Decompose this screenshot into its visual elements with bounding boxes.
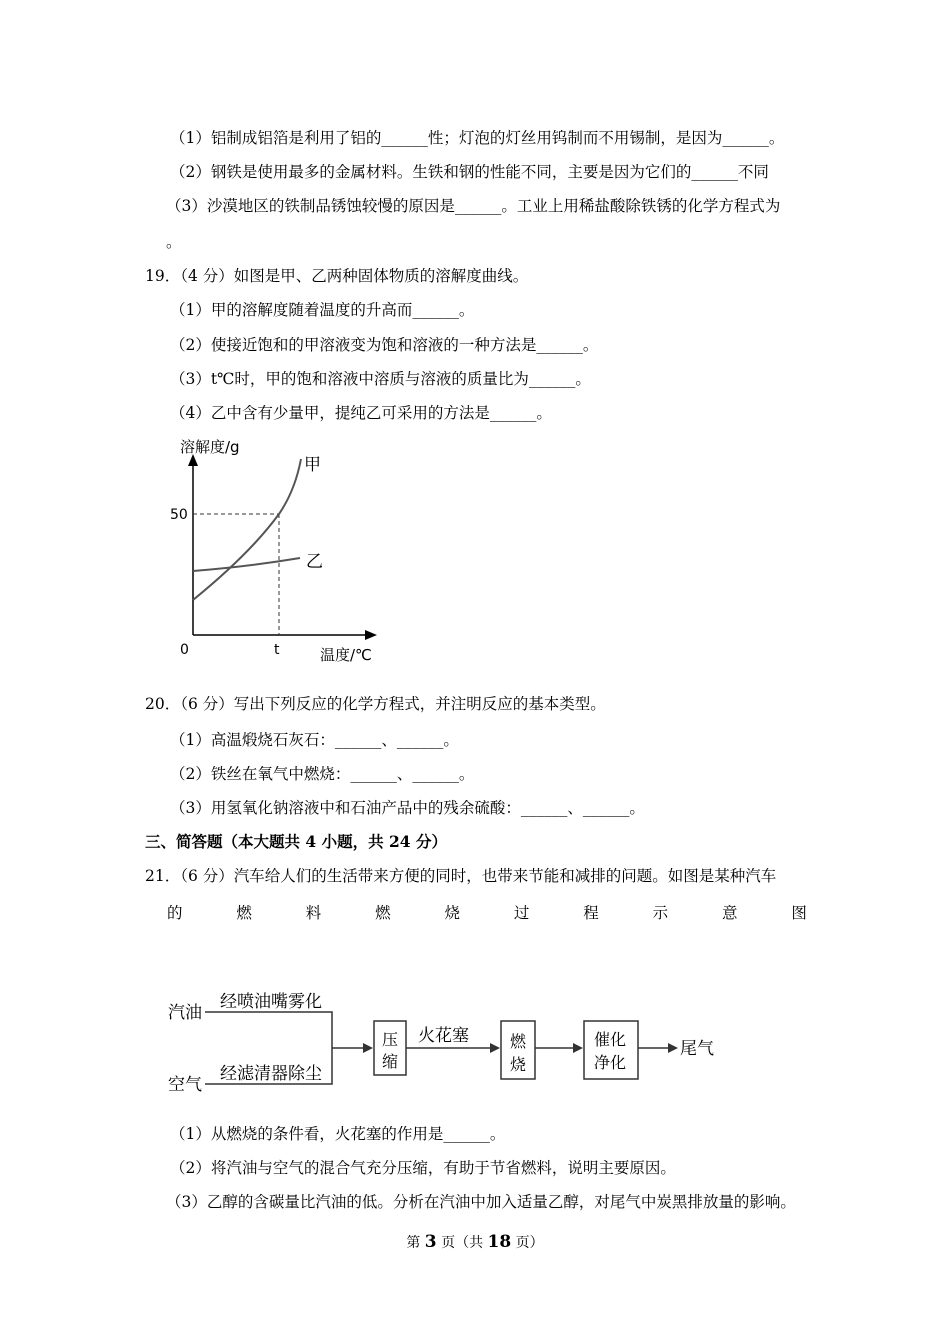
q18-part2: （2）钢铁是使用最多的金属材料。生铁和钢的性能不同，主要是因为它们的______不同 xyxy=(170,163,769,181)
q19-part4: （4）乙中含有少量甲，提纯乙可采用的方法是______。 xyxy=(170,404,552,422)
q19-part2: （2）使接近饱和的甲溶液变为饱和溶液的一种方法是______。 xyxy=(170,336,599,354)
q18-part3-end: 。 xyxy=(166,233,182,251)
x-axis-arrow xyxy=(365,630,377,640)
q18-part3: （3）沙漠地区的铁制品锈蚀较慢的原因是______。工业上用稀盐酸除铁锈的化学方程式为 xyxy=(166,197,781,215)
q21-part1: （1）从燃烧的条件看，火花塞的作用是______。 xyxy=(170,1125,506,1143)
gasoline-line xyxy=(205,1012,332,1048)
burn-label: 烧 xyxy=(510,1055,527,1074)
y-axis-label: 溶解度/g xyxy=(180,438,240,456)
q20-part1: （1）高温煅烧石灰石：______、______。 xyxy=(170,731,459,749)
q21-char: 程 xyxy=(583,904,599,922)
origin-label: 0 xyxy=(180,642,189,658)
filter-label: 经滤清器除尘 xyxy=(220,1064,322,1084)
burn-label: 燃 xyxy=(510,1032,527,1051)
q19-part1: （1）甲的溶解度随着温度的升高而______。 xyxy=(170,301,475,319)
q21-char: 过 xyxy=(513,904,530,922)
q18-part1: （1）铝制成铝箔是利用了铝的______性；灯泡的灯丝用钨制而不用锡制，是因为______。 xyxy=(170,129,785,147)
compress-label: 压 xyxy=(382,1030,399,1049)
arrow-head xyxy=(490,1043,500,1053)
q21-stem-continued xyxy=(167,903,807,923)
atomize-label: 经喷油嘴雾化 xyxy=(220,992,322,1012)
q21-char: 燃 xyxy=(236,904,252,922)
series-yi-label: 乙 xyxy=(306,552,323,572)
purify-label: 净化 xyxy=(594,1053,627,1072)
footer-middle: 页（共 xyxy=(436,1235,488,1251)
gasoline-label: 汽油 xyxy=(168,1003,202,1023)
combustion-flow-diagram xyxy=(160,985,760,1105)
exhaust-label: 尾气 xyxy=(680,1039,714,1059)
q21-char: 图 xyxy=(791,904,807,922)
solubility-chart xyxy=(160,430,400,670)
section-title: 三、简答题（本大题共 4 小题，共 24 分） xyxy=(145,832,447,851)
arrow-head xyxy=(573,1043,583,1053)
q21-char: 烧 xyxy=(444,904,461,922)
x-axis-label: 温度/℃ xyxy=(320,646,372,664)
q21-char: 料 xyxy=(305,904,322,922)
page-number: 3 xyxy=(424,1232,437,1252)
air-label: 空气 xyxy=(168,1075,202,1095)
series-jia-curve xyxy=(193,459,301,600)
q19-stem: 19．（4 分）如图是甲、乙两种固体物质的溶解度曲线。 xyxy=(145,267,529,285)
page-footer xyxy=(0,1232,950,1253)
series-yi-curve xyxy=(193,558,300,571)
q20-stem: 20．（6 分）写出下列反应的化学方程式，并注明反应的基本类型。 xyxy=(145,695,606,713)
footer-prefix: 第 xyxy=(406,1235,425,1251)
q20-part2: （2）铁丝在氧气中燃烧：______、______。 xyxy=(170,765,475,783)
q21-char: 意 xyxy=(722,904,738,922)
y-tick-50: 50 xyxy=(170,507,188,523)
q21-part2: （2）将汽油与空气的混合气充分压缩，有助于节省燃料，说明主要原因。 xyxy=(170,1159,676,1177)
arrow-head xyxy=(363,1043,373,1053)
q20-part3: （3）用氢氧化钠溶液中和石油产品中的残余硫酸：______、______。 xyxy=(170,799,645,817)
footer-suffix: 页） xyxy=(511,1235,544,1251)
purify-label: 催化 xyxy=(594,1030,627,1049)
series-jia-label: 甲 xyxy=(304,455,321,475)
spark-plug-label: 火花塞 xyxy=(418,1026,469,1046)
arrow-head xyxy=(668,1043,678,1053)
q21-char: 示 xyxy=(652,904,669,922)
q21-stem: 21．（6 分）汽车给人们的生活带来方便的同时，也带来节能和减排的问题。如图是某种汽车 xyxy=(145,867,777,885)
q21-char: 燃 xyxy=(375,904,391,922)
q21-char: 的 xyxy=(167,904,183,922)
x-tick-t: t xyxy=(274,642,280,658)
q21-part3: （3）乙醇的含碳量比汽油的低。分析在汽油中加入适量乙醇，对尾气中炭黑排放量的影响。 xyxy=(166,1193,796,1211)
compress-label: 缩 xyxy=(382,1052,399,1071)
page-total: 18 xyxy=(487,1232,512,1252)
q19-part3: （3）t℃时，甲的饱和溶液中溶质与溶液的质量比为______。 xyxy=(170,370,591,388)
